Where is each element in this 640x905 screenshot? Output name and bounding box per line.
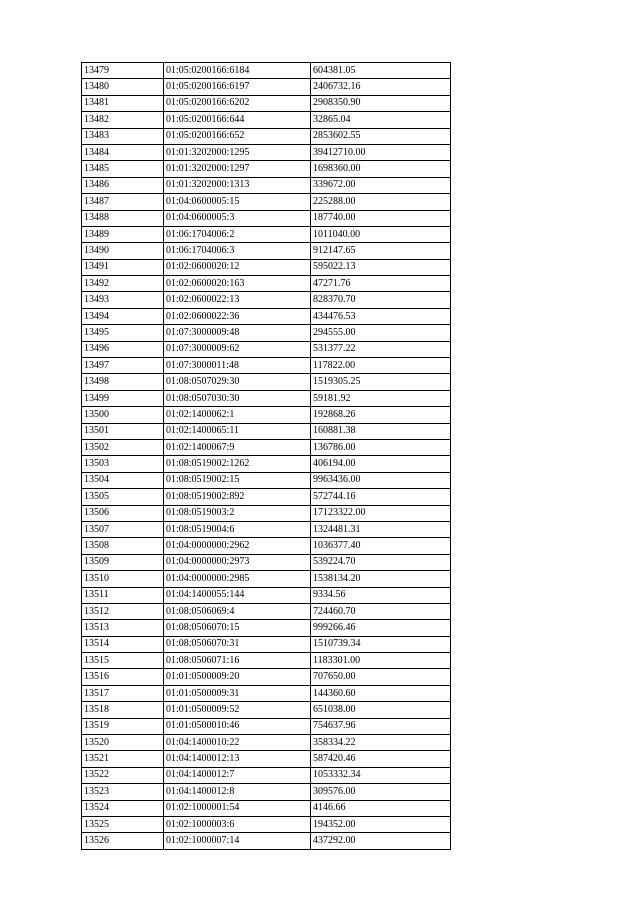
row-number-cell: 13489 xyxy=(82,226,164,242)
cadastral-number-cell: 01:04:0600005:15 xyxy=(164,194,311,210)
row-number-cell: 13497 xyxy=(82,358,164,374)
value-cell: 595022.13 xyxy=(311,259,451,275)
value-cell: 294555.00 xyxy=(311,325,451,341)
table-row xyxy=(82,128,451,144)
value-cell: 531377.22 xyxy=(311,341,451,357)
cadastral-number-cell: 01:02:1000007:14 xyxy=(164,833,311,849)
table-row xyxy=(82,833,451,849)
cadastral-number-cell: 01:01:3202000:1313 xyxy=(164,177,311,193)
value-cell: 1538134.20 xyxy=(311,571,451,587)
row-number-cell: 13515 xyxy=(82,653,164,669)
cadastral-number-cell: 01:04:0000000:2962 xyxy=(164,538,311,554)
table-row xyxy=(82,636,451,652)
row-number-cell: 13505 xyxy=(82,489,164,505)
cadastral-number-cell: 01:05:0200166:6202 xyxy=(164,95,311,111)
table-row xyxy=(82,161,451,177)
table-row xyxy=(82,685,451,701)
cadastral-number-cell: 01:02:1400067:9 xyxy=(164,439,311,455)
row-number-cell: 13513 xyxy=(82,620,164,636)
row-number-cell: 13482 xyxy=(82,112,164,128)
value-cell: 1183301.00 xyxy=(311,653,451,669)
row-number-cell: 13509 xyxy=(82,554,164,570)
value-cell: 437292.00 xyxy=(311,833,451,849)
table-row xyxy=(82,439,451,455)
row-number-cell: 13483 xyxy=(82,128,164,144)
table-row xyxy=(82,144,451,160)
row-number-cell: 13504 xyxy=(82,472,164,488)
table-body xyxy=(82,63,451,850)
row-number-cell: 13502 xyxy=(82,439,164,455)
cadastral-number-cell: 01:04:1400055:144 xyxy=(164,587,311,603)
table-row xyxy=(82,112,451,128)
row-number-cell: 13524 xyxy=(82,800,164,816)
table-row xyxy=(82,587,451,603)
cadastral-number-cell: 01:01:0500009:31 xyxy=(164,685,311,701)
cadastral-number-cell: 01:05:0200166:6197 xyxy=(164,79,311,95)
value-cell: 754637.96 xyxy=(311,718,451,734)
row-number-cell: 13498 xyxy=(82,374,164,390)
row-number-cell: 13501 xyxy=(82,423,164,439)
value-cell: 604381.05 xyxy=(311,63,451,79)
row-number-cell: 13499 xyxy=(82,390,164,406)
cadastral-number-cell: 01:08:0519002:1262 xyxy=(164,456,311,472)
cadastral-number-cell: 01:08:0507030:30 xyxy=(164,390,311,406)
value-cell: 912147.65 xyxy=(311,243,451,259)
row-number-cell: 13486 xyxy=(82,177,164,193)
table-row xyxy=(82,538,451,554)
table-row xyxy=(82,95,451,111)
row-number-cell: 13479 xyxy=(82,63,164,79)
cadastral-number-cell: 01:05:0200166:6184 xyxy=(164,63,311,79)
value-cell: 1053332.34 xyxy=(311,767,451,783)
cadastral-number-cell: 01:08:0519002:892 xyxy=(164,489,311,505)
cadastral-number-cell: 01:05:0200166:652 xyxy=(164,128,311,144)
value-cell: 1519305.25 xyxy=(311,374,451,390)
value-cell: 192868.26 xyxy=(311,407,451,423)
cadastral-number-cell: 01:05:0200166:644 xyxy=(164,112,311,128)
table-row xyxy=(82,489,451,505)
value-cell: 339672.00 xyxy=(311,177,451,193)
table-row xyxy=(82,79,451,95)
value-cell: 572744.16 xyxy=(311,489,451,505)
cadastral-number-cell: 01:08:0519004:6 xyxy=(164,521,311,537)
table-row xyxy=(82,767,451,783)
row-number-cell: 13512 xyxy=(82,603,164,619)
table-row xyxy=(82,505,451,521)
row-number-cell: 13526 xyxy=(82,833,164,849)
table-row xyxy=(82,390,451,406)
table-row xyxy=(82,226,451,242)
cadastral-number-cell: 01:02:0600022:36 xyxy=(164,308,311,324)
cadastral-number-cell: 01:08:0506071:16 xyxy=(164,653,311,669)
cadastral-number-cell: 01:02:1400065:11 xyxy=(164,423,311,439)
cadastral-number-cell: 01:01:0500009:20 xyxy=(164,669,311,685)
row-number-cell: 13518 xyxy=(82,702,164,718)
row-number-cell: 13480 xyxy=(82,79,164,95)
table-row xyxy=(82,620,451,636)
row-number-cell: 13496 xyxy=(82,341,164,357)
cadastral-number-cell: 01:04:1400012:13 xyxy=(164,751,311,767)
cadastral-number-cell: 01:08:0519002:15 xyxy=(164,472,311,488)
row-number-cell: 13523 xyxy=(82,784,164,800)
table-row xyxy=(82,374,451,390)
value-cell: 225288.00 xyxy=(311,194,451,210)
table-row xyxy=(82,194,451,210)
cadastral-number-cell: 01:04:0000000:2985 xyxy=(164,571,311,587)
row-number-cell: 13520 xyxy=(82,735,164,751)
row-number-cell: 13521 xyxy=(82,751,164,767)
value-cell: 434476.53 xyxy=(311,308,451,324)
value-cell: 1324481.31 xyxy=(311,521,451,537)
table-row xyxy=(82,702,451,718)
table-row xyxy=(82,325,451,341)
cadastral-number-cell: 01:02:0600022:13 xyxy=(164,292,311,308)
value-cell: 136786.00 xyxy=(311,439,451,455)
row-number-cell: 13494 xyxy=(82,308,164,324)
cadastral-number-cell: 01:02:1000003:6 xyxy=(164,816,311,832)
table-row xyxy=(82,292,451,308)
value-cell: 59181.92 xyxy=(311,390,451,406)
row-number-cell: 13508 xyxy=(82,538,164,554)
row-number-cell: 13485 xyxy=(82,161,164,177)
row-number-cell: 13525 xyxy=(82,816,164,832)
cadastral-number-cell: 01:02:1400062:1 xyxy=(164,407,311,423)
table-row xyxy=(82,751,451,767)
table-row xyxy=(82,603,451,619)
row-number-cell: 13503 xyxy=(82,456,164,472)
value-cell: 4146.66 xyxy=(311,800,451,816)
value-cell: 587420.46 xyxy=(311,751,451,767)
value-cell: 651038.00 xyxy=(311,702,451,718)
value-cell: 194352.00 xyxy=(311,816,451,832)
value-cell: 2853602.55 xyxy=(311,128,451,144)
row-number-cell: 13514 xyxy=(82,636,164,652)
value-cell: 999266.46 xyxy=(311,620,451,636)
table-row xyxy=(82,456,451,472)
row-number-cell: 13490 xyxy=(82,243,164,259)
table-row xyxy=(82,358,451,374)
table-row xyxy=(82,653,451,669)
value-cell: 1510739.34 xyxy=(311,636,451,652)
table-row xyxy=(82,735,451,751)
cadastral-number-cell: 01:01:3202000:1295 xyxy=(164,144,311,160)
cadastral-number-cell: 01:02:0600020:163 xyxy=(164,276,311,292)
table-row xyxy=(82,407,451,423)
value-cell: 160881.38 xyxy=(311,423,451,439)
value-cell: 309576.00 xyxy=(311,784,451,800)
row-number-cell: 13493 xyxy=(82,292,164,308)
row-number-cell: 13488 xyxy=(82,210,164,226)
cadastral-number-cell: 01:08:0506070:31 xyxy=(164,636,311,652)
table-row xyxy=(82,784,451,800)
cadastral-number-cell: 01:04:0600005:3 xyxy=(164,210,311,226)
value-cell: 2406732.16 xyxy=(311,79,451,95)
value-cell: 1036377.40 xyxy=(311,538,451,554)
value-cell: 39412710.00 xyxy=(311,144,451,160)
cadastral-number-cell: 01:06:1704006:3 xyxy=(164,243,311,259)
table-row xyxy=(82,718,451,734)
row-number-cell: 13510 xyxy=(82,571,164,587)
row-number-cell: 13516 xyxy=(82,669,164,685)
cadastral-number-cell: 01:01:3202000:1297 xyxy=(164,161,311,177)
value-cell: 828370.70 xyxy=(311,292,451,308)
table-row xyxy=(82,259,451,275)
value-cell: 32865.04 xyxy=(311,112,451,128)
row-number-cell: 13500 xyxy=(82,407,164,423)
row-number-cell: 13519 xyxy=(82,718,164,734)
cadastral-number-cell: 01:08:0506069:4 xyxy=(164,603,311,619)
cadastral-number-cell: 01:04:1400012:7 xyxy=(164,767,311,783)
cadastral-number-cell: 01:01:0500010:46 xyxy=(164,718,311,734)
row-number-cell: 13484 xyxy=(82,144,164,160)
value-cell: 47271.76 xyxy=(311,276,451,292)
row-number-cell: 13506 xyxy=(82,505,164,521)
table-row xyxy=(82,243,451,259)
row-number-cell: 13487 xyxy=(82,194,164,210)
row-number-cell: 13481 xyxy=(82,95,164,111)
value-cell: 9963436.00 xyxy=(311,472,451,488)
row-number-cell: 13507 xyxy=(82,521,164,537)
value-cell: 358334.22 xyxy=(311,735,451,751)
cadastral-number-cell: 01:07:3000009:62 xyxy=(164,341,311,357)
cadastral-value-table xyxy=(81,62,451,850)
table-row xyxy=(82,669,451,685)
table-row xyxy=(82,177,451,193)
value-cell: 1011040.00 xyxy=(311,226,451,242)
table-row xyxy=(82,308,451,324)
table-row xyxy=(82,423,451,439)
table-row xyxy=(82,571,451,587)
value-cell: 539224.70 xyxy=(311,554,451,570)
table-row xyxy=(82,341,451,357)
row-number-cell: 13522 xyxy=(82,767,164,783)
cadastral-number-cell: 01:02:0600020:12 xyxy=(164,259,311,275)
value-cell: 707650.00 xyxy=(311,669,451,685)
value-cell: 17123322.00 xyxy=(311,505,451,521)
value-cell: 117822.00 xyxy=(311,358,451,374)
cadastral-number-cell: 01:07:3000009:48 xyxy=(164,325,311,341)
table-row xyxy=(82,276,451,292)
cadastral-number-cell: 01:04:1400010:22 xyxy=(164,735,311,751)
row-number-cell: 13491 xyxy=(82,259,164,275)
table-row xyxy=(82,63,451,79)
value-cell: 187740.00 xyxy=(311,210,451,226)
cadastral-number-cell: 01:08:0507029:30 xyxy=(164,374,311,390)
cadastral-number-cell: 01:02:1000001:54 xyxy=(164,800,311,816)
table-row xyxy=(82,800,451,816)
table-row xyxy=(82,521,451,537)
table-row xyxy=(82,816,451,832)
cadastral-number-cell: 01:07:3000011:48 xyxy=(164,358,311,374)
value-cell: 724460.70 xyxy=(311,603,451,619)
row-number-cell: 13511 xyxy=(82,587,164,603)
row-number-cell: 13492 xyxy=(82,276,164,292)
table-row xyxy=(82,210,451,226)
cadastral-number-cell: 01:04:0000000:2973 xyxy=(164,554,311,570)
table-row xyxy=(82,554,451,570)
value-cell: 2908350.90 xyxy=(311,95,451,111)
cadastral-number-cell: 01:08:0506070:15 xyxy=(164,620,311,636)
cadastral-number-cell: 01:08:0519003:2 xyxy=(164,505,311,521)
cadastral-number-cell: 01:04:1400012:8 xyxy=(164,784,311,800)
row-number-cell: 13517 xyxy=(82,685,164,701)
cadastral-number-cell: 01:06:1704006:2 xyxy=(164,226,311,242)
table-row xyxy=(82,472,451,488)
row-number-cell: 13495 xyxy=(82,325,164,341)
value-cell: 1698360.00 xyxy=(311,161,451,177)
cadastral-number-cell: 01:01:0500009:52 xyxy=(164,702,311,718)
value-cell: 144360.60 xyxy=(311,685,451,701)
value-cell: 9334.56 xyxy=(311,587,451,603)
value-cell: 406194.00 xyxy=(311,456,451,472)
